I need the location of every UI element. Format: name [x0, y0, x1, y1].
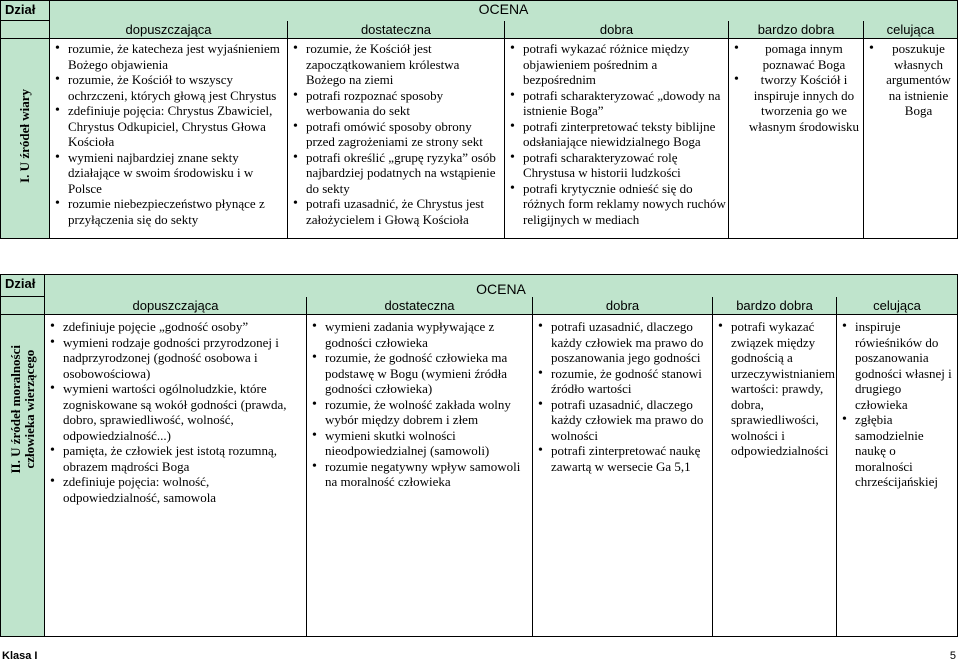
section-title-text: I. U źródeł wiary	[17, 89, 32, 183]
list-item: • wymieni skutki wolności nieodpowiedzialnej (samowoli)	[325, 428, 530, 459]
list-item: • rozumie, że godność stanowi źródło wartości	[551, 366, 710, 397]
list-item: • potrafi wykazać związek między godnością a urzeczywistnianiem wartości: prawdy, dobra, sprawiedliwości, wolności i odpowiedzialności	[731, 319, 834, 459]
col-dostateczna	[288, 39, 505, 239]
level-bardzo-dobra: bardzo dobra	[729, 21, 864, 39]
dzial-header: Dział	[1, 1, 50, 21]
list-item: • potrafi krytycznie odnieść się do różnych form reklamy nowych ruchów religijnych w mediach	[523, 181, 726, 228]
section-title-line-1: II. U źródeł moralności	[7, 345, 23, 474]
list-item: • potrafi uzasadnić, dlaczego każdy człowiek ma prawo do wolności	[551, 397, 710, 444]
list-item: • pamięta, że człowiek jest istotą rozumną, obrazem mądrości Boga	[63, 443, 304, 474]
col-dobra	[505, 39, 729, 239]
list-item: • inspiruje rówieśników do poszanowania godności własnej i drugiego człowieka	[855, 319, 955, 412]
list-item: • potrafi zinterpretować teksty biblijne odsłaniające niewidzialnego Boga	[523, 119, 726, 150]
col-dostateczna	[307, 315, 533, 637]
dzial-header-spacer	[1, 21, 50, 39]
page-number: 5	[949, 650, 956, 662]
class-label: Klasa I	[2, 650, 38, 662]
list-item: • rozumie, że godność człowieka ma podstawę w Bogu (wymieni źródła godności człowieka)	[325, 350, 530, 397]
ocena-header: OCENA	[45, 275, 958, 297]
list-item: • rozumie, że Kościół jest zapoczątkowaniem królestwa Bożego na ziemi	[306, 41, 502, 88]
list-item: • potrafi scharakteryzować rolę Chrystusa w historii ludzkości	[523, 150, 726, 181]
col-bardzo-dobra	[713, 315, 837, 637]
list-item: • rozumie niebezpieczeństwo płynące z przyłączenia się do sekty	[68, 196, 285, 227]
list-item: • rozumie negatywny wpływ samowoli na moralność człowieka	[325, 459, 530, 490]
ocena-header: OCENA	[50, 1, 958, 21]
list-item: • poszukuje własnych argumentów na istnienie Boga	[882, 41, 955, 119]
section-title-line-2: człowieka wierzącego	[21, 349, 37, 469]
level-dostateczna: dostateczna	[288, 21, 505, 39]
level-celujaca: celująca	[837, 297, 958, 315]
list-item: • rozumie, że katecheza jest wyjaśnieniem Bożego objawienia	[68, 41, 285, 72]
col-celujaca	[837, 315, 958, 637]
list-item: • wymieni najbardziej znane sekty działające w swoim środowisku i w Polsce	[68, 150, 285, 197]
level-celujaca: celująca	[864, 21, 958, 39]
list-item: • wymieni zadania wypływające z godności człowieka	[325, 319, 530, 350]
list-item: • rozumie, że wolność zakłada wolny wybór między dobrem i złem	[325, 397, 530, 428]
list-item: • potrafi wykazać różnice między objawieniem pośrednim a bezpośrednim	[523, 41, 726, 88]
list-item: • wymieni rodzaje godności przyrodzonej i nadprzyrodzonej (godność osobowa i osobowościowa)	[63, 335, 304, 382]
col-dopuszczajaca	[45, 315, 307, 637]
grading-table-1	[0, 0, 958, 239]
dzial-header: Dział	[1, 275, 45, 297]
level-dostateczna: dostateczna	[307, 297, 533, 315]
level-dopuszczajaca: dopuszczająca	[45, 297, 307, 315]
dzial-header-spacer	[1, 297, 45, 315]
list-item: • tworzy Kościół i inspiruje innych do tworzenia go we własnym środowisku	[747, 72, 861, 134]
list-item: • wymieni wartości ogólnoludzkie, które zogniskowane są wokół godności (prawda, dobro, sprawiedliwość, wolność, odpowiedzialność...)	[63, 381, 304, 443]
list-item: • potrafi rozpoznać sposoby werbowania do sekt	[306, 88, 502, 119]
level-dopuszczajaca: dopuszczająca	[50, 21, 288, 39]
list-item: • zdefiniuje pojęcia: Chrystus Zbawiciel, Chrystus Odkupiciel, Chrystus Głowa Kościoła	[68, 103, 285, 150]
list-item: • potrafi zinterpretować naukę zawartą w wersecie Ga 5,1	[551, 443, 710, 474]
list-item: • zdefiniuje pojęcie „godność osoby”	[63, 319, 304, 335]
level-dobra: dobra	[533, 297, 713, 315]
col-bardzo-dobra	[729, 39, 864, 239]
list-item: • potrafi określić „grupę ryzyka” osób najbardziej podatnych na wstąpienie do sekty	[306, 150, 502, 197]
section-title-text	[9, 345, 37, 474]
list-item: • zgłębia samodzielnie naukę o moralności chrześcijańskiej	[855, 412, 955, 490]
list-item: • rozumie, że Kościół to wszyscy ochrzczeni, których głową jest Chrystus	[68, 72, 285, 103]
section-title	[1, 315, 45, 637]
col-celujaca	[864, 39, 958, 239]
col-dopuszczajaca	[50, 39, 288, 239]
section-title	[1, 39, 50, 239]
list-item: • potrafi uzasadnić, dlaczego każdy człowiek ma prawo do poszanowania jego godności	[551, 319, 710, 366]
level-dobra: dobra	[505, 21, 729, 39]
list-item: • pomaga innym poznawać Boga	[747, 41, 861, 72]
list-item: • zdefiniuje pojęcia: wolność, odpowiedzialność, samowola	[63, 474, 304, 505]
list-item: • potrafi scharakteryzować „dowody na istnienie Boga”	[523, 88, 726, 119]
grading-table-2	[0, 274, 958, 637]
list-item: • potrafi uzasadnić, że Chrystus jest założycielem i Głową Kościoła	[306, 196, 502, 227]
col-dobra	[533, 315, 713, 637]
level-bardzo-dobra: bardzo dobra	[713, 297, 837, 315]
list-item: • potrafi omówić sposoby obrony przed zagrożeniami ze strony sekt	[306, 119, 502, 150]
